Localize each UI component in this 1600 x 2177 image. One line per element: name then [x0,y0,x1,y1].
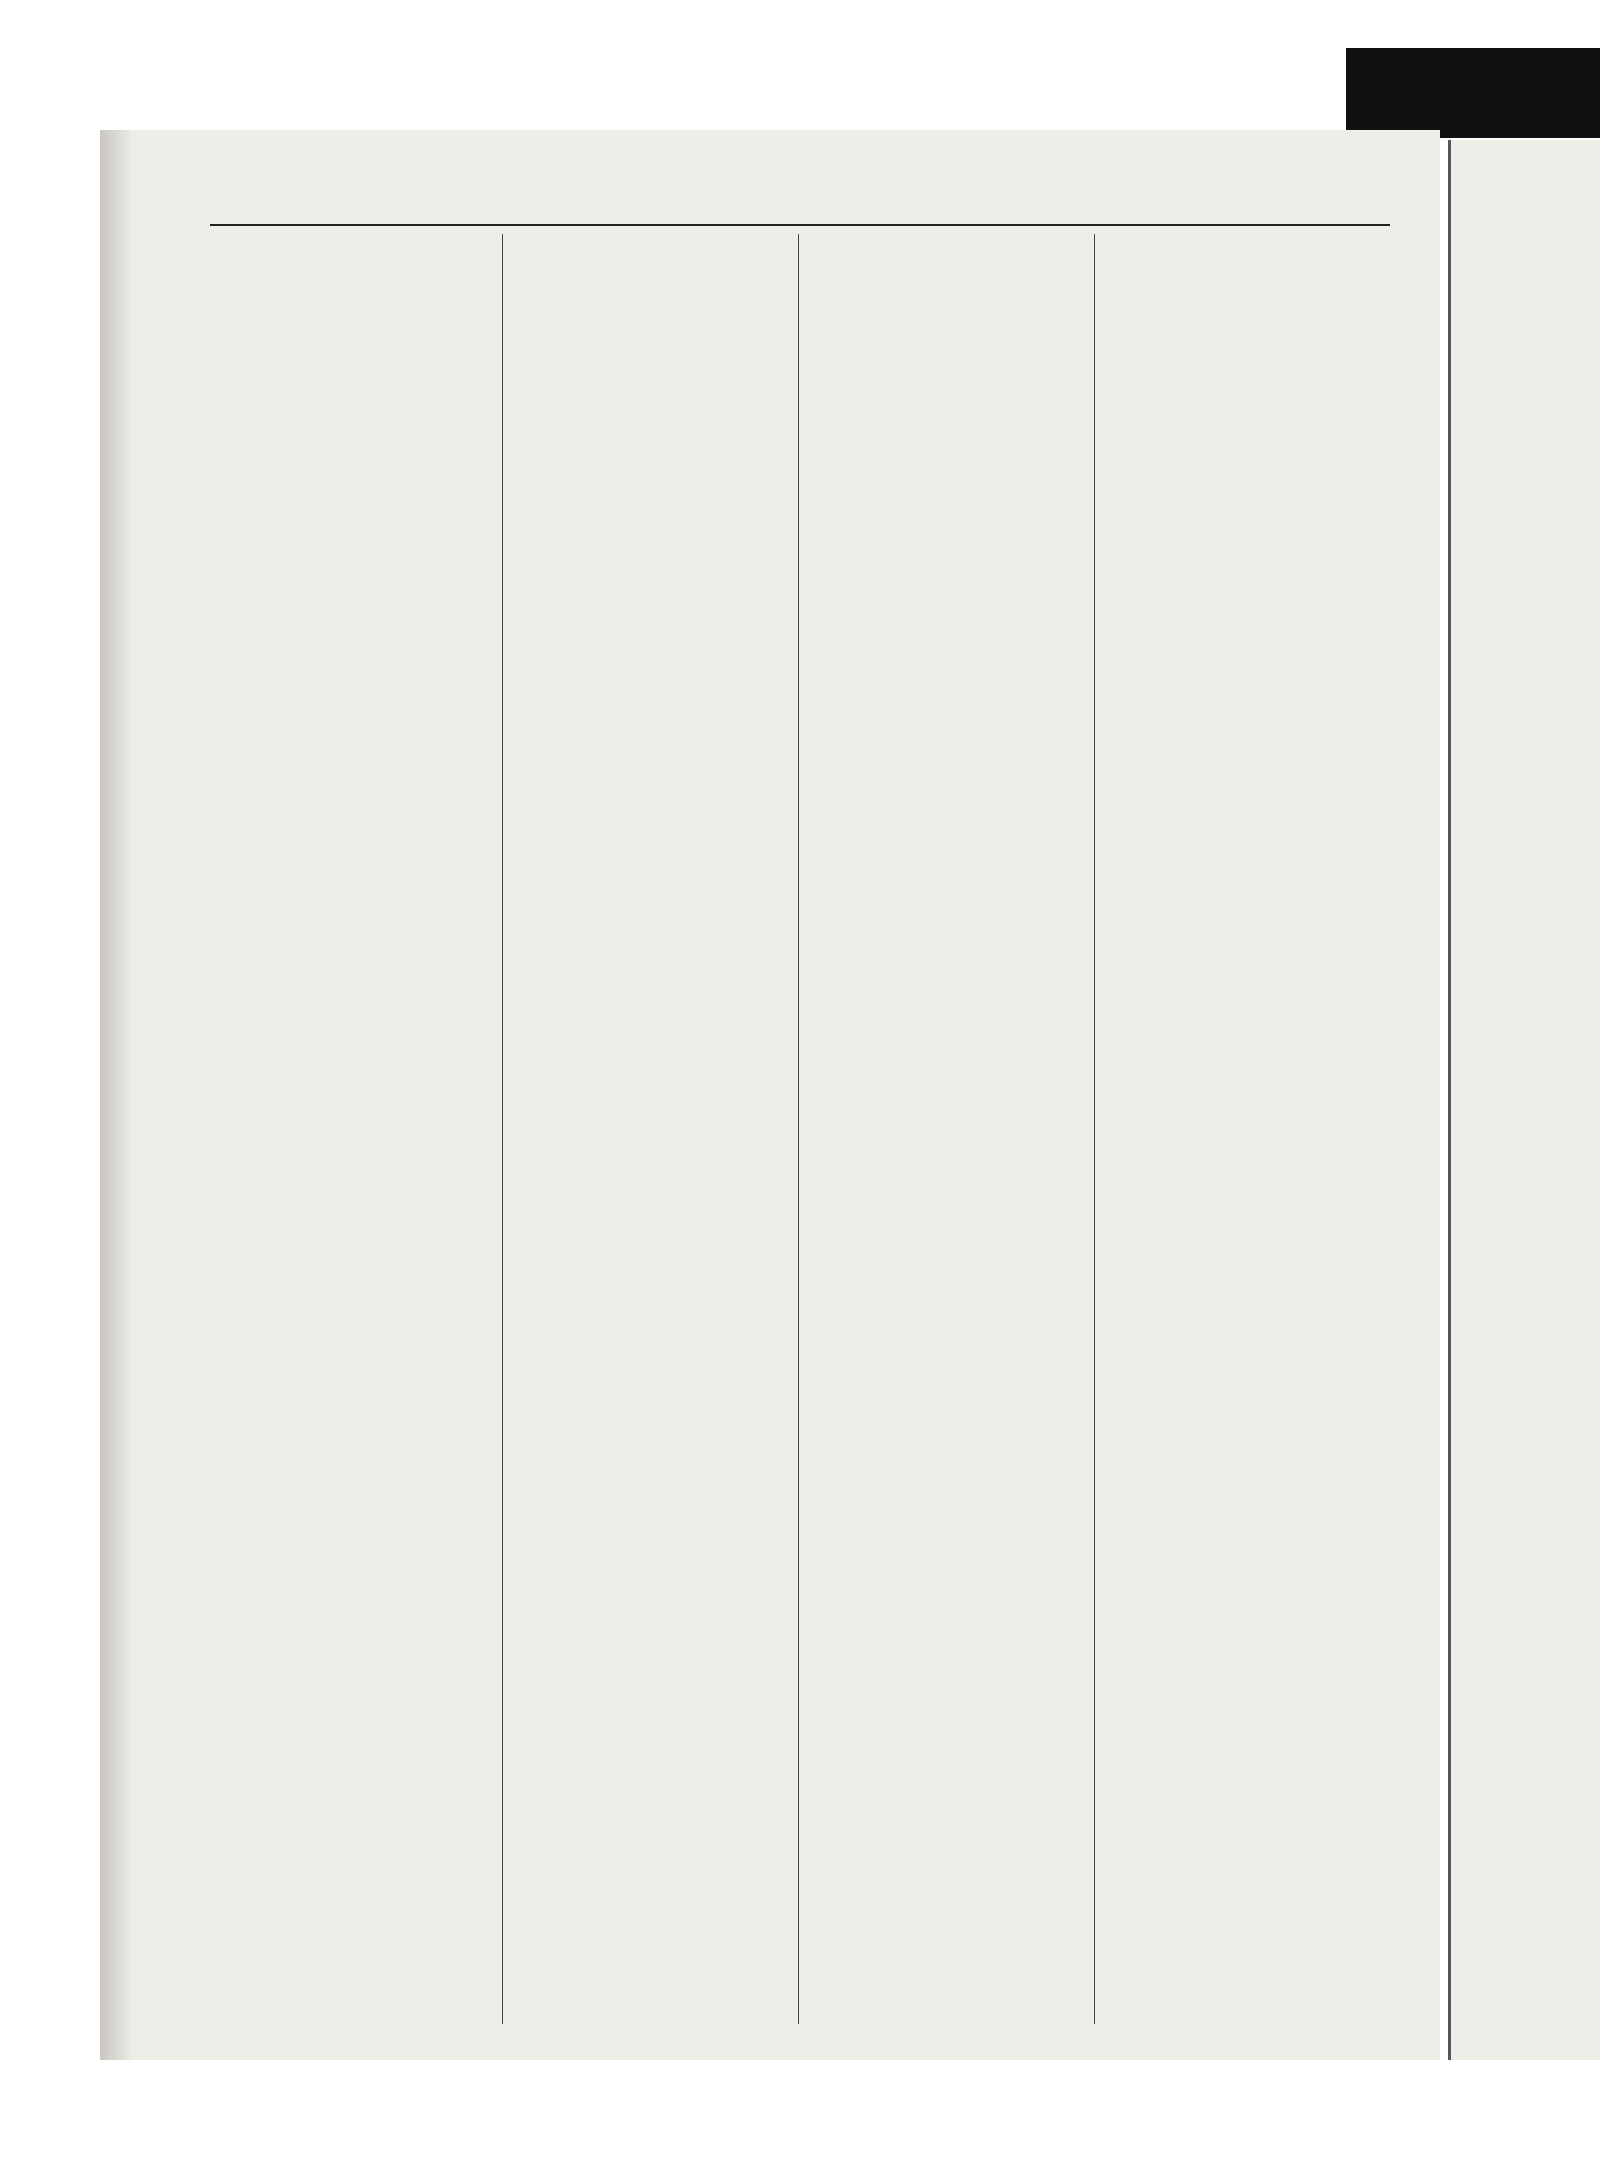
column-divider [798,234,799,2024]
page-header [210,170,1390,220]
column-4 [1098,234,1384,2034]
column-divider [502,234,503,2024]
column-divider [1094,234,1095,2024]
scan-bottom-margin [0,2070,1600,2177]
column-3 [802,234,1088,2034]
header-rule [210,224,1390,226]
column-2 [506,234,792,2034]
facing-page-edge [1448,140,1600,2060]
directory-page [100,130,1440,2060]
scan-black-corner [1346,48,1600,138]
column-1 [210,234,496,2034]
